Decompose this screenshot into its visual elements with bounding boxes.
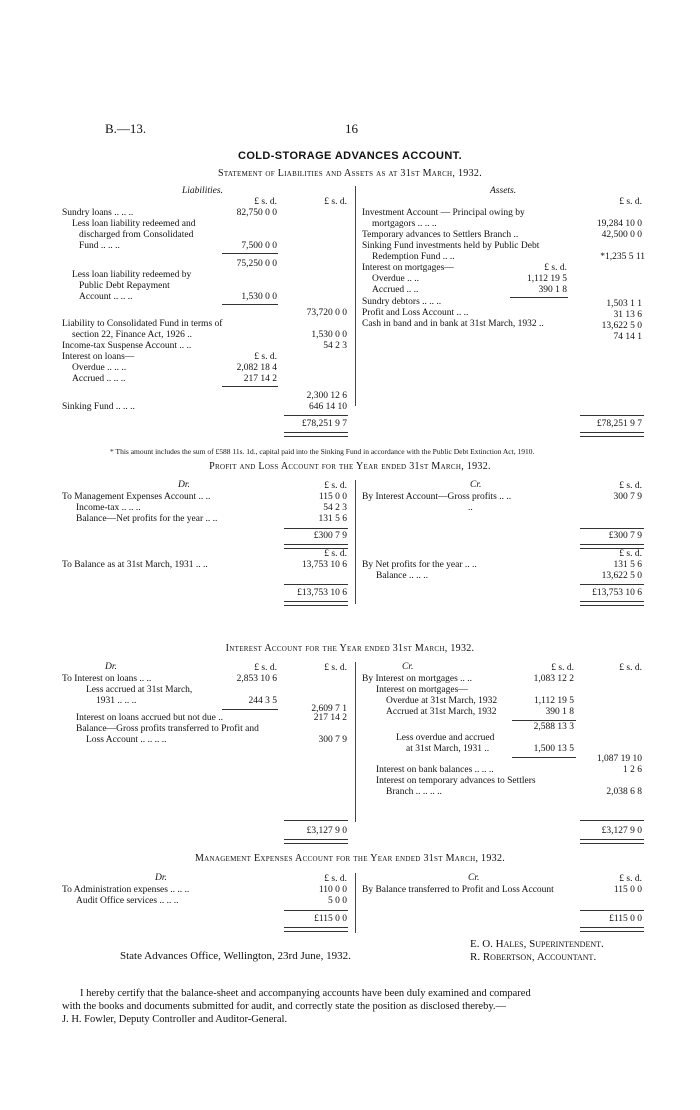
liab-sundry-loans: Sundry loans .. .. ..	[62, 208, 134, 218]
liab-interest-total: 2,300 12 6	[306, 391, 347, 401]
me-cr-label: Cr.	[468, 873, 480, 883]
office-date-line: State Advances Office, Wellington, 23rd June, 1932.	[120, 950, 351, 962]
asset-profit-loss: Profit and Loss Account .. ..	[362, 308, 469, 318]
asset-investment-amount: 19,284 10 0	[596, 219, 642, 229]
asset-profit-loss-amount: 13,622 5 0	[601, 321, 642, 331]
ia-interest-on-loans: To Interest on loans .. ..	[62, 674, 152, 684]
asset-overdue-amount: 1,112 19 5	[526, 274, 567, 284]
me-administration-expenses: To Administration expenses .. .. ..	[62, 885, 190, 895]
pl-dr-total: £300 7 9	[313, 531, 347, 541]
liab-accrued: Accrued .. .. ..	[72, 374, 126, 384]
liab-net-loans: 73,720 0 0	[306, 308, 347, 318]
liab-interest-on-loans: Interest on loans—	[62, 352, 135, 362]
pl-cr-total: £300 7 9	[608, 531, 642, 541]
asset-sundry-debtors-amount: 31 13 6	[613, 310, 642, 320]
interest-account-title: Interest Account for the Year ended 31st March, 1932.	[225, 643, 475, 654]
ia-temporary-advances-amount: 2,038 6 8	[606, 787, 642, 797]
ia-temporary-advances-1: Interest on temporary advances to Settlers	[376, 776, 536, 786]
ia-dr-lsd-1: £ s. d.	[254, 663, 277, 673]
me-dr-lsd: £ s. d.	[324, 874, 347, 884]
pl-net-profits-year-amount: 131 5 6	[613, 560, 642, 570]
asset-cash-amount: 74 14 1	[613, 332, 642, 342]
ia-dr-total: £3,127 9 0	[306, 826, 347, 836]
liab-less-redeemed-1: Less loan liability redeemed and	[72, 219, 196, 229]
liab-less-pdr-amount: 1,530 0 0	[241, 292, 277, 302]
pl-management-expenses-amount: 115 0 0	[318, 492, 347, 502]
ia-interest-on-mortgages: By Interest on mortgages .. ..	[362, 674, 473, 684]
ia-less-overdue-2: at 31st March, 1931 ..	[406, 744, 490, 754]
audit-certificate-line-1: I hereby certify that the balance-sheet and accompanying accounts have been duly examined and compared	[80, 988, 531, 999]
pl-balance-net-profits: Balance—Net profits for the year .. ..	[76, 514, 218, 524]
assets-heading: Assets.	[490, 186, 517, 196]
liab-income-tax-suspense-amount: 54 2 3	[323, 341, 347, 351]
asset-accrued: Accrued .. ..	[372, 285, 419, 295]
liab-consolidated-fund-2: section 22, Finance Act, 1926 ..	[72, 330, 193, 340]
asset-temporary-advances: Temporary advances to Settlers Branch ..	[362, 230, 519, 240]
ia-less-overdue-amount: 1,500 13 5	[533, 744, 574, 754]
asset-grand-total: £78,251 9 7	[596, 419, 642, 429]
liab-overdue: Overdue .. .. ..	[72, 363, 127, 373]
me-cr-lsd: £ s. d.	[619, 874, 642, 884]
asset-cash: Cash in band and in bank at 31st March, 1932 ..	[362, 319, 544, 329]
ia-dr-label: Dr.	[105, 662, 117, 672]
ia-less-overdue-1: Less overdue and accrued	[396, 733, 495, 743]
asset-accrued-amount: 390 1 8	[538, 285, 567, 295]
asset-sinking-fund-amount: *1,235 5 11	[600, 252, 645, 262]
pl-interest-gross-profits: By Interest Account—Gross profits .. ..	[362, 492, 512, 502]
pl-interest-dots: ..	[468, 503, 473, 513]
ia-cr-total: £3,127 9 0	[601, 826, 642, 836]
liab-overdue-amount: 2,082 18 4	[236, 363, 277, 373]
liab-subtotal-1: 75,250 0 0	[236, 259, 277, 269]
liab-lsd-header-1: £ s. d.	[254, 197, 277, 207]
liab-sinking-fund-amount: 646 14 10	[309, 402, 347, 412]
liab-accrued-amount: 217 14 2	[243, 374, 277, 384]
signature-accountant: R. Robertson, Accountant.	[470, 951, 597, 963]
ia-cr-lsd-2: £ s. d.	[619, 663, 642, 673]
balance-sheet-subtitle: Statement of Liabilities and Assets as at 31st March, 1932.	[217, 168, 483, 179]
ia-overdue-1932: Overdue at 31st March, 1932	[386, 696, 498, 706]
asset-interest-lsd-header: £ s. d.	[544, 263, 567, 273]
pl-balance-net-profits-amount: 131 5 6	[318, 514, 347, 524]
me-cr-total: £115 0 0	[609, 914, 642, 924]
liab-interest-lsd-header: £ s. d.	[254, 352, 277, 362]
liab-sundry-loans-amount: 82,750 0 0	[236, 208, 277, 218]
asset-interest-total: 1,503 1 1	[606, 299, 642, 309]
pl-cr-total-2: £13,753 10 6	[592, 588, 642, 598]
liab-sinking-fund: Sinking Fund .. .. ..	[62, 402, 135, 412]
ia-less-accrued-2: 1931 .. .. ..	[96, 696, 137, 706]
page-number: 16	[345, 121, 358, 136]
liab-less-pdr-3: Account .. .. ..	[79, 292, 133, 302]
ia-accrued-1932: Accrued at 31st March, 1932	[386, 707, 497, 717]
ia-net-interest-loans: 2,609 7 1	[311, 704, 347, 714]
me-balance-transferred-amount: 115 0 0	[613, 885, 642, 895]
ia-overdue-1932-amount: 1,112 19 5	[533, 696, 574, 706]
pl-cr-label: Cr.	[470, 480, 482, 490]
ia-loans-accrued-not-due: Interest on loans accrued but not due ..	[76, 713, 223, 723]
liab-less-redeemed-3: Fund .. .. ..	[79, 241, 120, 251]
me-audit-office: Audit Office services .. .. ..	[76, 896, 179, 906]
asset-sinking-fund-1: Sinking Fund investments held by Public Debt	[362, 241, 540, 251]
ia-mortgages-heading: Interest on mortgages—	[376, 685, 468, 695]
assets-lsd-header: £ s. d.	[619, 197, 642, 207]
signature-superintendent: E. O. Hales, Superintendent.	[470, 938, 604, 950]
pl-balance-1931: To Balance as at 31st March, 1931 .. ..	[62, 560, 208, 570]
ia-bank-balances-amount: 1 2 6	[623, 765, 642, 775]
asset-interest-on-mortgages: Interest on mortgages—	[362, 263, 454, 273]
pl-income-tax-amount: 54 2 3	[323, 503, 347, 513]
asset-sundry-debtors: Sundry debtors .. .. ..	[362, 297, 442, 307]
ia-balance-gross-1: Balance—Gross profits transferred to Profit and	[76, 724, 259, 734]
me-administration-expenses-amount: 110 0 0	[318, 885, 347, 895]
pl-cr-lsd: £ s. d.	[619, 481, 642, 491]
me-dr-total: £115 0 0	[314, 914, 347, 924]
liab-consolidated-fund-1: Liability to Consolidated Fund in terms of	[62, 319, 223, 329]
audit-certificate-signature: J. H. Fowler, Deputy Controller and Auditor-General.	[62, 1014, 288, 1025]
management-expenses-title: Management Expenses Account for the Year ended 31st March, 1932.	[194, 853, 506, 864]
me-audit-office-amount: 5 0 0	[328, 896, 347, 906]
pl-divider	[355, 480, 356, 604]
pl-management-expenses: To Management Expenses Account .. ..	[62, 492, 211, 502]
ia-cr-lsd-1: £ s. d.	[551, 663, 574, 673]
liab-less-pdr-2: Public Debt Repayment	[79, 281, 170, 291]
profit-loss-title: Profit and Loss Account for the Year ended 31st March, 1932.	[209, 461, 491, 472]
ia-temporary-advances-2: Branch .. .. .. ..	[386, 787, 442, 797]
pl-income-tax: Income-tax .. .. ..	[76, 503, 141, 513]
ia-balance-gross-2: Loss Account .. .. .. ..	[86, 735, 167, 745]
ia-accrued-1932-amount: 390 1 8	[545, 707, 574, 717]
ia-mortgages-subtotal: 2,588 13 3	[533, 722, 574, 732]
ia-loans-accrued-not-due-amount: 217 14 2	[313, 713, 347, 723]
asset-overdue: Overdue .. ..	[372, 274, 419, 284]
ia-interest-on-loans-amount: 2,853 10 6	[236, 674, 277, 684]
liab-less-redeemed-amount: 7,500 0 0	[241, 241, 277, 251]
balance-sheet-divider	[355, 186, 356, 406]
ia-bank-balances: Interest on bank balances .. .. ..	[376, 765, 494, 775]
pl-dr-label: Dr.	[178, 480, 190, 490]
asset-temporary-advances-amount: 42,500 0 0	[601, 230, 642, 240]
asset-investment-1: Investment Account — Principal owing by	[362, 208, 525, 218]
pl-dr-total-2: £13,753 10 6	[297, 588, 347, 598]
me-dr-label: Dr.	[155, 873, 167, 883]
pl-interest-gross-profits-amount: 300 7 9	[613, 492, 642, 502]
pl-balance-1931-amount: 13,753 10 6	[301, 560, 347, 570]
asset-sinking-fund-2: Redemption Fund .. ..	[372, 252, 455, 262]
liab-income-tax-suspense: Income-tax Suspense Account .. ..	[62, 341, 192, 351]
page-reference: B.—13.	[105, 121, 147, 136]
audit-certificate-line-2: with the books and documents submitted for audit, and correctly state the position as disclosed thereby.—	[62, 1001, 507, 1012]
liab-lsd-header-2: £ s. d.	[324, 197, 347, 207]
me-balance-transferred: By Balance transferred to Profit and Loss Account	[362, 885, 554, 895]
liabilities-heading: Liabilities.	[182, 186, 223, 196]
pl-net-profits-year: By Net profits for the year .. ..	[362, 560, 477, 570]
pl-balance: Balance .. .. ..	[376, 571, 428, 581]
balance-sheet-footnote: * This amount includes the sum of £588 11s. 1d., capital paid into the Sinking Fund in accordance with the Public Debt Extinction Act, 1910.	[110, 447, 535, 456]
ia-less-accrued-amount: 244 3 5	[248, 696, 277, 706]
liab-less-pdr-1: Less loan liability redeemed by	[72, 270, 192, 280]
ia-divider	[355, 662, 356, 822]
pl-dr-lsd-2: £ s. d.	[324, 549, 347, 559]
liab-grand-total: £78,251 9 7	[301, 419, 347, 429]
me-divider	[355, 873, 356, 933]
liab-less-redeemed-2: discharged from Consolidated	[79, 230, 194, 240]
pl-dr-lsd: £ s. d.	[324, 481, 347, 491]
ia-interest-on-mortgages-amount: 1,083 12 2	[533, 674, 574, 684]
pl-balance-amount: 13,622 5 0	[601, 571, 642, 581]
asset-investment-2: mortgagors .. .. ..	[372, 219, 437, 229]
ia-mortgages-net: 1,087 19 10	[596, 754, 642, 764]
page-title: COLD-STORAGE ADVANCES ACCOUNT.	[237, 150, 463, 162]
ia-cr-label: Cr.	[402, 662, 414, 672]
pl-cr-lsd-2: £ s. d.	[619, 549, 642, 559]
ia-balance-gross-amount: 300 7 9	[318, 735, 347, 745]
ia-dr-lsd-2: £ s. d.	[324, 663, 347, 673]
liab-consolidated-fund-amount: 1,530 0 0	[311, 330, 347, 340]
ia-less-accrued-1: Less accrued at 31st March,	[86, 685, 193, 695]
